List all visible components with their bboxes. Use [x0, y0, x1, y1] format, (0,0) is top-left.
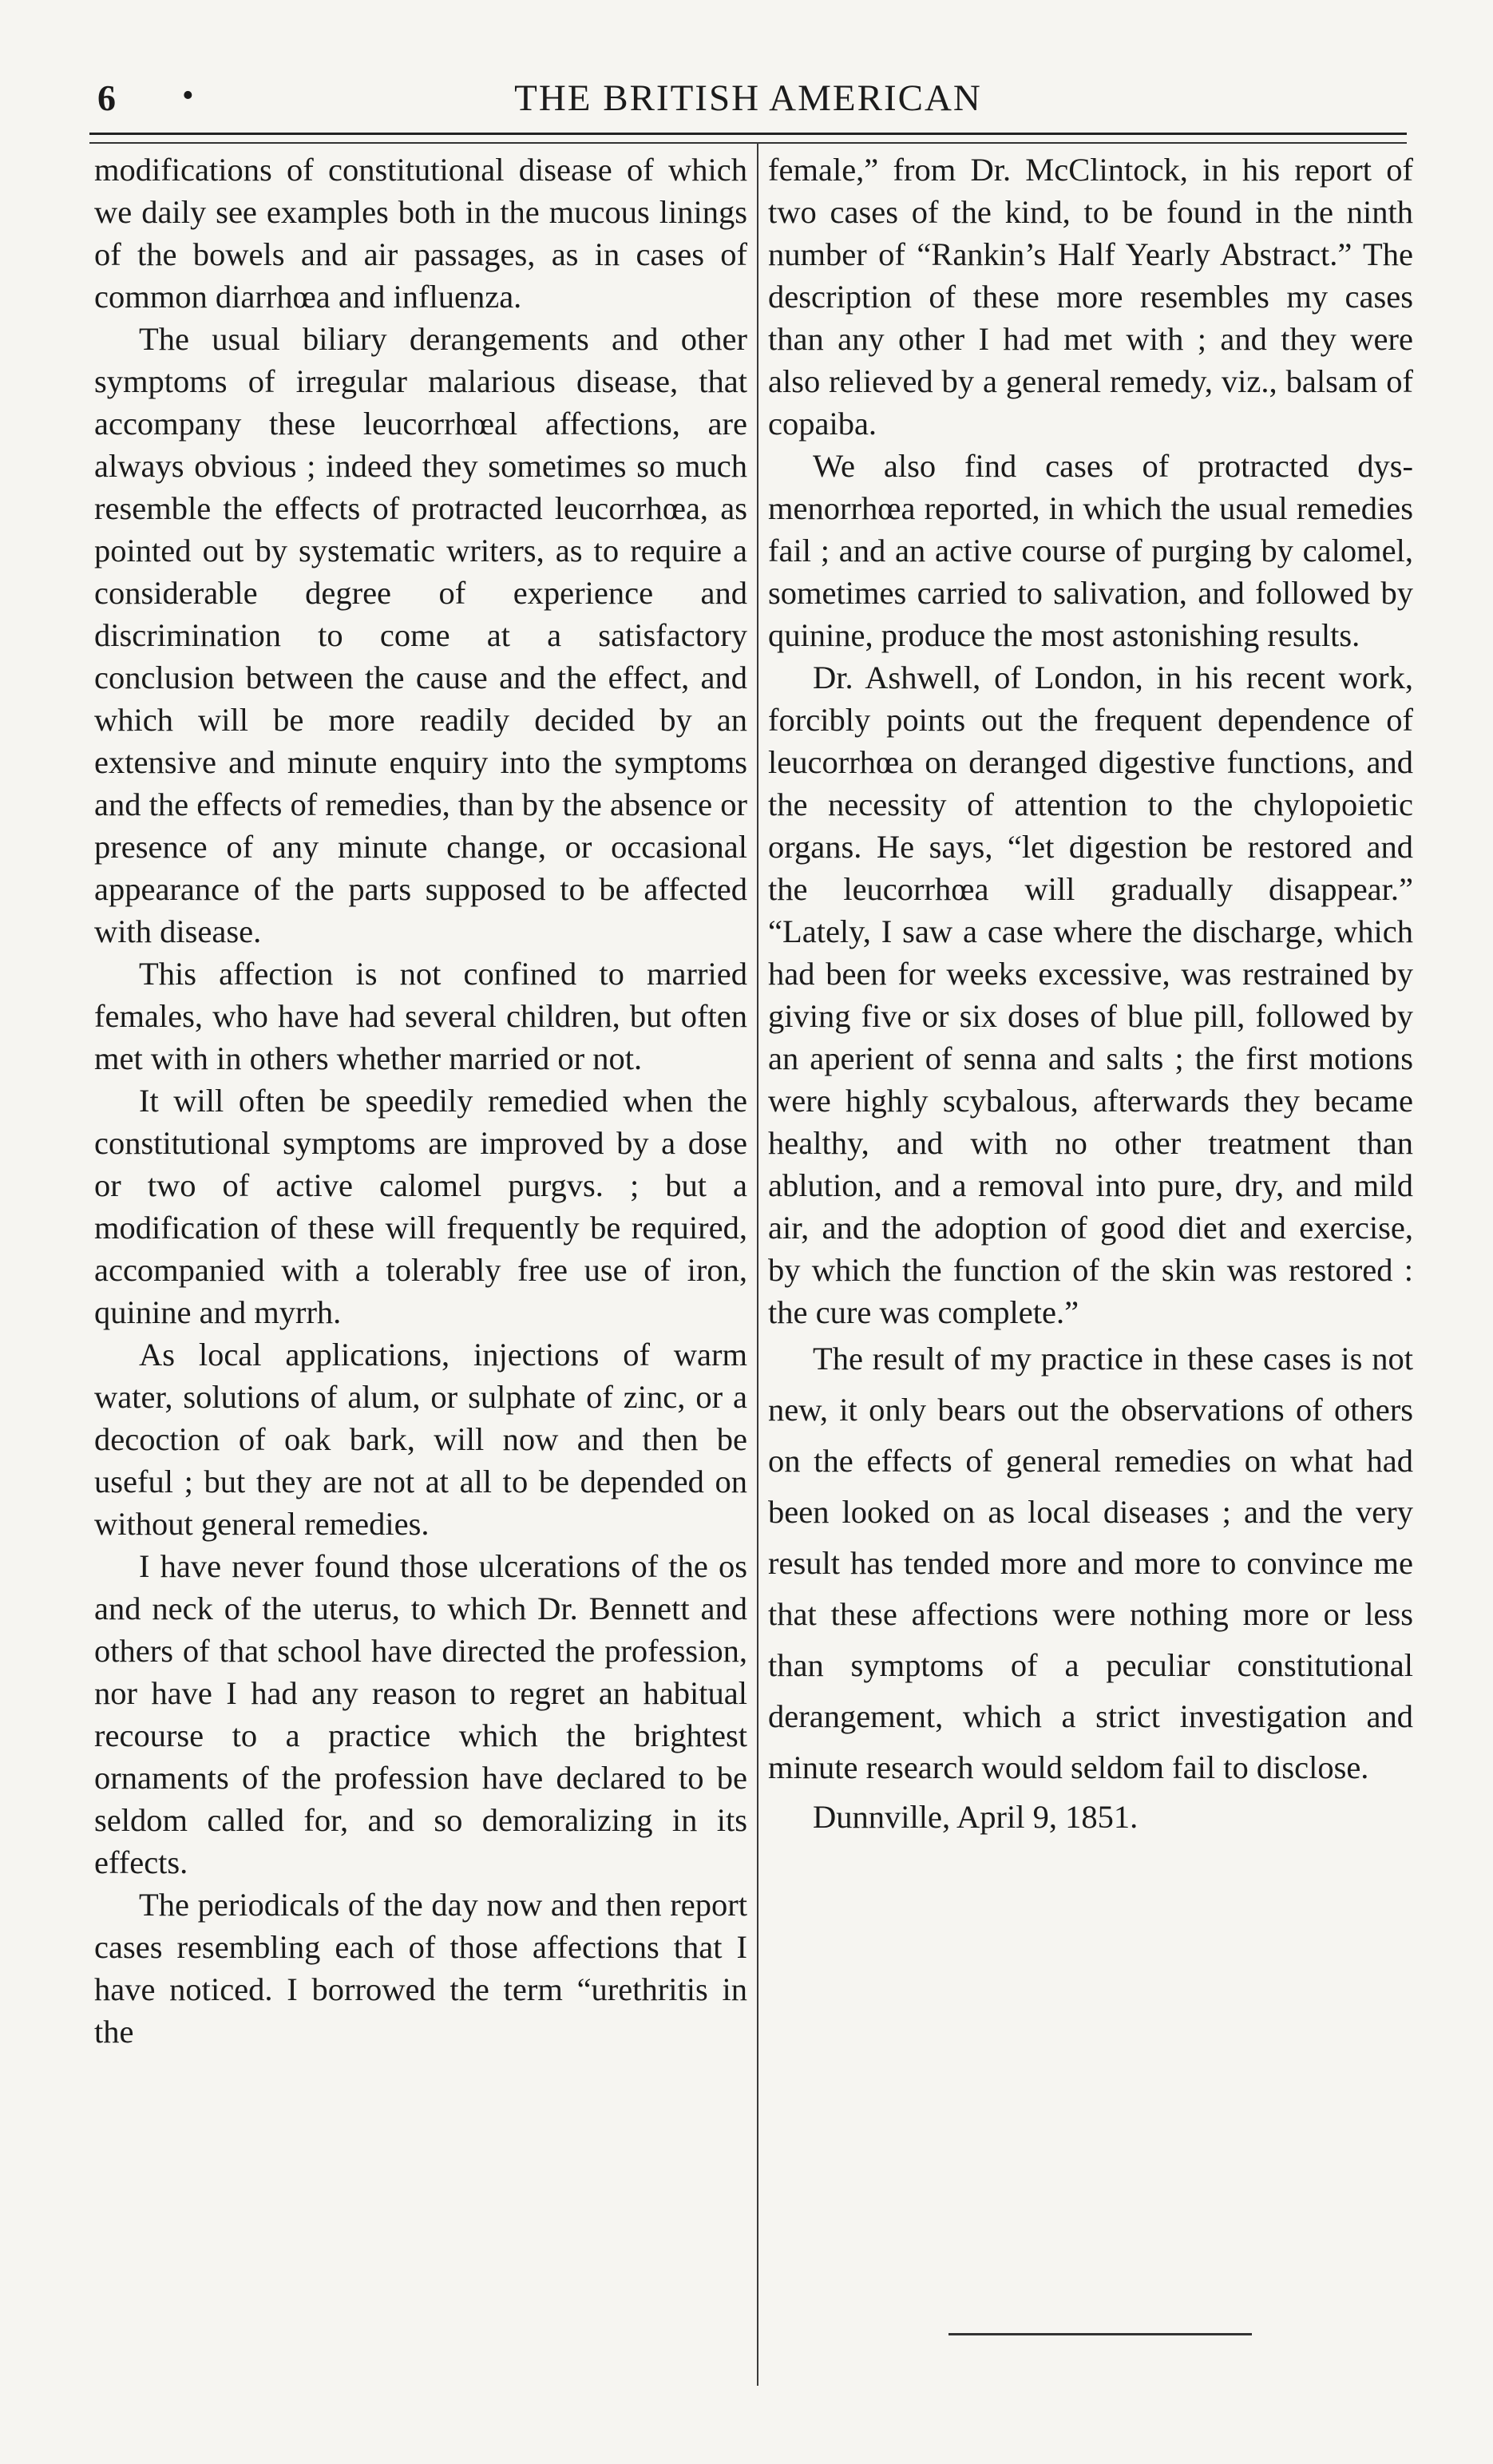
paragraph: It will often be speedily remedied when the constitutional symptoms are improved by a dose or two of active calomel purgvs. ; but a modification of these will frequently be required, accompanied with a tolerably free use of iron, quinine and myrrh.: [94, 1083, 747, 1330]
paragraph: I have never found those ulcerations of the os and neck of the uterus, to which Dr. Bennett and others of that school have directed the profession, nor have I had any reason to regret an habitual recourse to a practice which the brightest ornaments of the profession have declared to be seldom called for, and so demoralizing in its effects.: [94, 1548, 747, 1880]
paragraph: The result of my practice in these cases is not new, it only bears out the observations of others on the effects of general remedies on what had been looked on as local diseases ; and the very result has tended more and more to convince me that these affections were nothing more or less than symptoms of a peculiar constitutional derangement, which a strict investigation and minute research would seldom fail to disclose.: [768, 1341, 1413, 1785]
left-column: [94, 149, 747, 2053]
right-column-articles: [768, 149, 1413, 1333]
paragraph: female,” from Dr. McClintock, in his report of two cases of the kind, to be found in the ninth number of “Rankin’s Half Yearly Abstract.” The description of these more resembles my cases than any other I had met with ; and they were also relieved by a general remedy, viz., balsam of copaiba.: [768, 152, 1413, 442]
header-bullet: •: [182, 77, 194, 114]
paragraph: Dr. Ashwell, of London, in his recent work, forcibly points out the frequent dependence of leucorrhœa on deranged digestive functions, and the necessity of attention to the chylopoietic organs. He says, “let digestion be restored and the leucorrhœa will gradually disappear.” “Lately, I saw a case where the discharge, which had been for weeks excessive, was restrained by giving five or six doses of blue pill, followed by an aperient of senna and salts ; the first motions were highly scybalous, afterwards they became healthy, and with no other treatment than ablution, and a removal into pure, dry, and mild air, and the adoption of good diet and exercise, by which the function of the skin was restored : the cure was complete.”: [768, 660, 1413, 1330]
paragraph: We also find cases of protracted dysmenorrhœa reported, in which the usual remedies fail ; and an active course of purging by calomel, sometimes carried to salivation, and followed by quinine, produce the most astonishing results.: [768, 448, 1413, 653]
right-column: [768, 149, 1413, 1841]
right-column-conclusion: [768, 1333, 1413, 1793]
running-title: THE BRITISH AMERICAN: [514, 77, 982, 119]
paragraph: This affection is not confined to married females, who have had several children, but often met with in others whether married or not.: [94, 956, 747, 1076]
paragraph: The usual biliary derangements and other symptoms of irregular malarious disease, that accompany these leucorrhœal affections, are always obvious ; indeed they sometimes so much resemble the effects of protracted leucorrhœa, as pointed out by systematic writers, as to require a considerable degree of experience and discrimination to come at a satisfactory conclusion between the cause and the effect, and which will be more readily decided by an extensive and minute enquiry into the symptoms and the effects of remedies, than by the absence or presence of any minute change, or occasional appearance of the parts supposed to be affected with disease.: [94, 321, 747, 949]
paragraph: modifications of constitutional disease of which we daily see examples both in the mucous linings of the bowels and air passages, as in cases of common diarrhœa and influenza.: [94, 152, 747, 315]
dateline-signature: Dunnville, April 9, 1851.: [813, 1799, 1139, 1835]
header-double-rule: [89, 133, 1407, 144]
end-rule: [948, 2333, 1252, 2335]
column-divider: [757, 142, 758, 2386]
paragraph: The periodicals of the day now and then report cases resembling each of those affections that I have noticed. I borrowed the term “urethritis in the: [94, 1887, 747, 2050]
paragraph: As local applications, injections of warm water, solutions of alum, or sulphate of zinc, or a decoction of oak bark, will now and then be useful ; but they are not at all to be depended on without general remedies.: [94, 1337, 747, 1542]
page-header: [89, 77, 1407, 133]
page-number: 6: [97, 77, 116, 118]
